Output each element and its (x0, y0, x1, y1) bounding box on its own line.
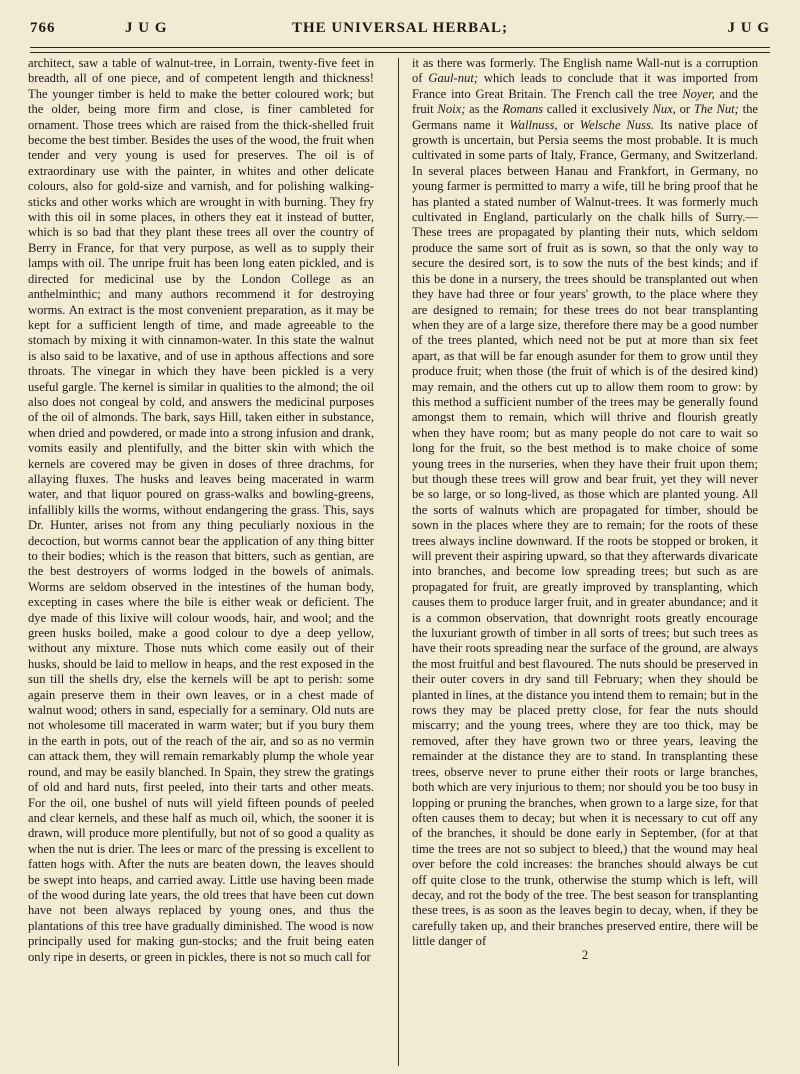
term-gaul-nut: Gaul-nut; (428, 71, 479, 86)
header-rule (30, 47, 770, 53)
term-wallnuss: Wallnuss, (509, 117, 558, 132)
term-the-nut: The Nut; (693, 102, 739, 117)
term-noix: Noix; (437, 102, 466, 117)
column-divider (398, 58, 399, 1066)
term-nux: Nux, (652, 102, 676, 117)
header-right-word: J U G (727, 20, 770, 36)
term-romans: Romans (502, 102, 544, 117)
left-column (28, 56, 374, 1066)
catchword: 2 (581, 947, 589, 962)
running-header (30, 20, 770, 42)
term-noyer: Noyer, (682, 86, 715, 101)
right-column-text: it as there was formerly. The English name Wall-nut is a corruption of Gaul-nut; which leads to conclude that it was imported from France into Great Britain. The French call the tree Noyer, and the fruit Noix; as the Romans called it exclusively Nux, or The Nut; the Germans name it Wallnuss, or Welsche Nuss. Its native place of growth is uncertain, but Persia seems the most probable. It is much cultivated in some parts of Italy, France, Germany, and Switzerland. In several places between Hanau and Frankfort, in Germany, no young farmer is permitted to marry a wife, till he bring proof that he has planted a stated number of Walnut-trees. It was formerly much cultivated in England, particularly on the chalk hills of Surry.—These trees are propagated by planting their nuts, which seldom produce the same sort of fruit as is sown, so that the only way to secure the desired sort, is to sow the nuts of the best kinds; and if this be done in a nursery, the trees should be transplanted out when they have had three or four years' growth, to the place where they are designed to remain; for these trees do not bear transplanting when they are of a large size, therefore there may be a good number of the trees planted, which need not be put at more than six feet apart, as that will be far enough asunder for them to grow until they produce fruit; when those (the fruit of which is of the desired kind) may remain, and the others cut up to allow them room to grow: by this method a sufficient number of the trees may be generally found amongst them to remain, which will thrive and flourish greatly when they have room; but as many people do not care to wait so long for the fruit, so the best method is to make choice of some young trees in the nurseries, when they have their fruit upon them; but though these trees will grow and bear fruit, yet they will never be so large, or so long-lived, as those which are planted young. All the sorts of walnuts which are propagated for timber, should be sown in the places where they are to remain; for the roots of these trees always incline downward. If the roots be stopped or broken, it will prevent their aspiring upward, so that they afterwards divaricate into branches, and become low spreading trees; but such as are propagated for fruit, are greatly improved by transplanting, which causes them to produce larger fruit, and in greater abundance; and it is a common observation, that downright roots greatly encourage the luxuriant growth of timber in all sorts of trees; but such trees as have their roots spreading near the surface of the ground, are always the most fruitful and best flavoured. The nuts should be preserved in their outer covers in dry sand till February; when they should be planted in lines, at the distance you intend them to remain; but in the rows they may be placed pretty close, for fear the nuts should miscarry; and the young trees, where they are too thick, may be removed, after they have grown two or three years, leaving the remainder at the distance they are to stand. In transplanting these trees, observe never to prune either their roots or large branches, both which are very injurious to them; nor should you be too busy in lopping or pruning the branches, when grown to a large size, for that often causes them to decay; but when it is necessary to cut off any of the branches, it should be done early in September, (for at that time the trees are not so subject to bleed,) that the wound may heal over before the cold increases: the branches should always be cut off quite close to the trunk, otherwise the stump which is left, will decay, and rot the body of the tree. The best season for transplanting these trees, is as soon as the leaves begin to decay, when, if they be carefully taken up, and their branches preserved entire, there will be little danger of (412, 56, 758, 949)
left-column-text: architect, saw a table of walnut-tree, in Lorrain, twenty-five feet in breadth, all of one piece, and of competent length and thickness! The younger timber is held to make the better coloured work; but the older, being more firm and close, is finer cambleted for ornament. Those trees which are raised from the thick-shelled fruit become the best timber. Besides the uses of the wood, the fruit when tender and very young is used for preserves. The oil is of extraordinary use with the painter, in whites and other delicate colours, also for gold-size and varnish, and for polishing walking-sticks and other works which are wrought in with burning. They fry with this oil in some places, in others they eat it instead of butter, which is so bad that they plant these trees all over the country of Berry in France, for that very purpose, as well as to supply their lamps with oil. The unripe fruit has been long eaten pickled, and is directed for medicinal use by the London College as an anthelminthic; and many authors recommend it for destroying worms. An extract is the most convenient preparation, as it may be kept for a sufficient length of time, and made agreeable to the stomach by mixing it with cinnamon-water. In this state the walnut is also said to be laxative, and of use in apthous affections and sore throats. The vinegar in which they have been pickled is a very useful gargle. The kernel is similar in qualities to the almond; the oil also does not congeal by cold, and answers the medicinal purposes of the oil of almonds. The bark, says Hill, taken either in substance, when dried and powdered, or made into a strong infusion and drank, vomits easily and plentifully, and the bitter skin with which the kernels are covered may be given in doses of three drachms, for allaying fluxes. The husks and leaves being macerated in warm water, and that liquor poured on grass-walks and bowling-greens, infallibly kills the worms, without endangering the grass. This, says Dr. Hunter, arises not from any thing peculiarly noxious in the decoction, but worms cannot bear the application of any thing bitter to their bodies; which is the reason that bitters, such as gentian, are the best destroyers of worms lodged in the bowels of animals. Worms are seldom observed in the intestines of the human body, excepting in cases where the bile is either weak or deficient. The dye made of this lixive will colour woods, hair, and wool; and the green husks boiled, make a good colour to dye a deep yellow, without any mixture. Those nuts which come easily out of their husks, should be laid to mellow in heaps, and the rest exposed in the sun till the shells dry, else the kernels will be apt to perish: some again preserve them in their own leaves, or in a chest made of walnut wood; others in sand, especially for a seminary. Old nuts are not wholesome till macerated in warm water; but if you bury them in the earth in pots, out of the reach of the air, and so as no vermin can attack them, they will remain remarkably plump the whole year round, and may be easily blanched. In Spain, they strew the gratings of old and hard nuts, first peeled, into their tarts and other meats. For the oil, one bushel of nuts will yield fifteen pounds of peeled and clear kernels, and these half as much oil, which, the sooner it is drawn, will produce more plentifully, but not of so good a quality as when the nut is drier. The lees or marc of the pressing is excellent to fatten hogs with. After the nuts are beaten down, the leaves should be swept into heaps, and carried away. Little use having been made of the wood during late years, the old trees that have been cut down have not been always replaced by young ones, and thus the plantations of this tree have gradually diminished. The wood is now principally used for making gun-stocks; and the fruit being eaten only ripe in deserts, or green in pickles, there is not so much call for (28, 56, 374, 964)
term-welsche-nuss: Welsche Nuss. (579, 117, 655, 132)
page-number: 766 (30, 20, 56, 36)
header-title: THE UNIVERSAL HERBAL; (291, 20, 509, 36)
header-left-word: J U G (125, 20, 168, 36)
right-column (412, 56, 758, 1066)
